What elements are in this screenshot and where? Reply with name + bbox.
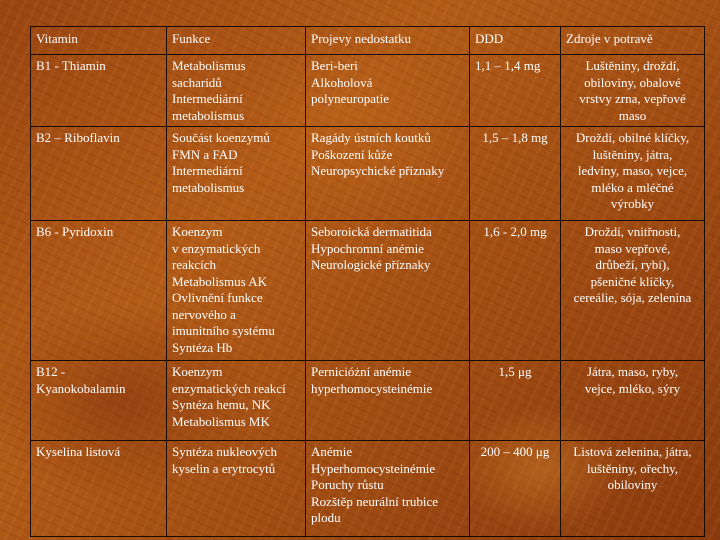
cell-funkce: Syntéza nukleových kyselin a erytrocytů <box>167 441 306 537</box>
cell-zdroje: Játra, maso, ryby, vejce, mléko, sýry <box>561 361 705 441</box>
table-row <box>31 441 705 537</box>
cell-vitamin: B6 - Pyridoxin <box>31 221 167 361</box>
cell-projevy: Ragády ústních koutků Poškození kůže Neuropsychické příznaky <box>306 127 470 221</box>
table-row <box>31 361 705 441</box>
cell-zdroje: Listová zelenina, játra, luštěniny, ořechy, obiloviny <box>561 441 705 537</box>
cell-funkce: Koenzym enzymatických reakcí Syntéza hemu, NK Metabolismus MK <box>167 361 306 441</box>
cell-ddd: 200 – 400 μg <box>470 441 561 537</box>
cell-zdroje: Droždí, vnitřnosti, maso vepřové, drůbeží, rybí), pšeničné klíčky, cereálie, sója, zelenina <box>561 221 705 361</box>
table-row <box>31 127 705 221</box>
vitamin-table <box>30 26 705 537</box>
cell-ddd: 1,1 – 1,4 mg <box>470 55 561 127</box>
cell-projevy: Anémie Hyperhomocysteinémie Poruchy růstu Rozštěp neurální trubice plodu <box>306 441 470 537</box>
cell-zdroje: Luštěniny, droždí, obiloviny, obalové vrstvy zrna, vepřové maso <box>561 55 705 127</box>
header-funkce: Funkce <box>167 27 306 55</box>
header-vitamin: Vitamin <box>31 27 167 55</box>
cell-vitamin: B12 - Kyanokobalamin <box>31 361 167 441</box>
cell-funkce: Součást koenzymů FMN a FAD Intermediární metabolismus <box>167 127 306 221</box>
cell-vitamin: Kyselina listová <box>31 441 167 537</box>
table-row <box>31 221 705 361</box>
header-zdroje: Zdroje v potravě <box>561 27 705 55</box>
table-row <box>31 55 705 127</box>
header-projevy: Projevy nedostatku <box>306 27 470 55</box>
table-header-row <box>31 27 705 55</box>
cell-vitamin: B1 - Thiamin <box>31 55 167 127</box>
cell-ddd: 1,6 - 2,0 mg <box>470 221 561 361</box>
header-ddd: DDD <box>470 27 561 55</box>
cell-projevy: Beri-beri Alkoholová polyneuropatie <box>306 55 470 127</box>
cell-zdroje: Droždí, obilné klíčky, luštěniny, játra, ledviny, maso, vejce, mléko a mléčné výrobky <box>561 127 705 221</box>
cell-funkce: Koenzym v enzymatických reakcích Metabolismus AK Ovlivnění funkce nervového a imunitního systému Syntéza Hb <box>167 221 306 361</box>
cell-projevy: Pernicióżní anémie hyperhomocysteinémie <box>306 361 470 441</box>
cell-ddd: 1,5 – 1,8 mg <box>470 127 561 221</box>
cell-vitamin: B2 – Riboflavin <box>31 127 167 221</box>
cell-funkce: Metabolismus sacharidů Intermediární metabolismus <box>167 55 306 127</box>
cell-projevy: Seboroická dermatitida Hypochromní anémie Neurologické příznaky <box>306 221 470 361</box>
cell-ddd: 1,5 μg <box>470 361 561 441</box>
